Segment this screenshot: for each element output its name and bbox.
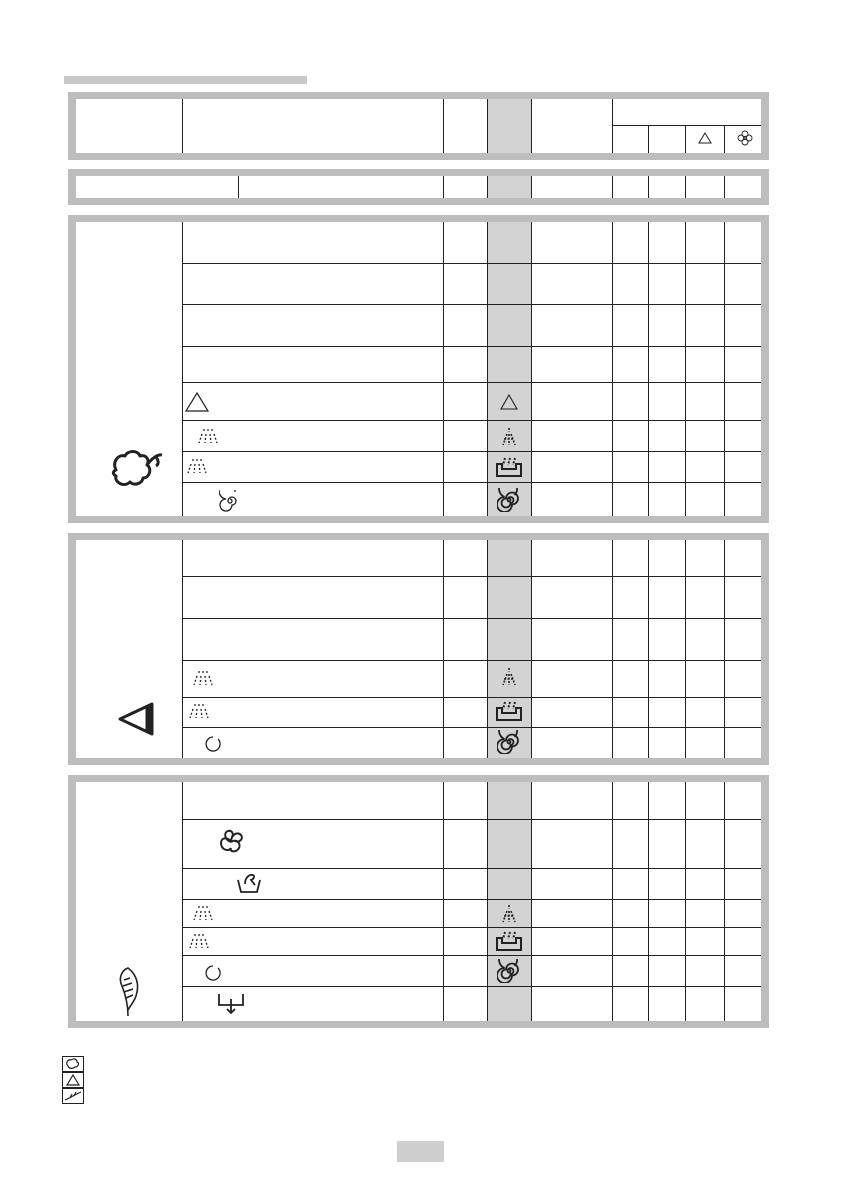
col-divider	[685, 222, 686, 516]
shaded-column	[487, 99, 531, 153]
col-divider	[612, 99, 613, 153]
col-divider	[724, 540, 725, 758]
row-divider	[182, 576, 761, 577]
synthetic-triangle-icon	[118, 702, 158, 736]
row-divider	[182, 927, 761, 928]
spray-icon	[192, 671, 214, 687]
col-divider	[724, 176, 725, 198]
feather-icon	[114, 966, 144, 1018]
col-divider	[685, 125, 686, 153]
col-divider	[612, 222, 613, 516]
spiral-icon	[497, 488, 521, 512]
triangle-small-icon	[62, 1072, 84, 1088]
rinse-icon	[499, 667, 519, 687]
triangle-icon	[185, 392, 209, 412]
synthetics-table	[76, 540, 761, 758]
col-divider	[612, 176, 613, 198]
handwash-icon	[236, 872, 262, 894]
shower-basin-icon	[494, 930, 524, 954]
col-divider	[531, 222, 532, 516]
col-divider	[531, 176, 532, 198]
row-divider	[182, 986, 761, 987]
flower-icon	[737, 130, 753, 146]
legend-icon-stack	[62, 1056, 84, 1106]
col-divider	[724, 125, 725, 153]
row-divider	[182, 346, 761, 347]
col-divider	[182, 99, 183, 153]
single-row-panel	[68, 169, 769, 205]
row-divider	[182, 899, 761, 900]
synthetics-section	[68, 533, 769, 765]
spray-icon	[188, 934, 210, 950]
row-divider	[182, 697, 761, 698]
feather-small-icon	[62, 1088, 84, 1104]
col-divider	[487, 540, 488, 758]
row-divider	[612, 125, 761, 126]
col-divider	[487, 176, 488, 198]
col-divider	[487, 99, 488, 153]
col-divider	[238, 176, 239, 198]
col-divider	[724, 222, 725, 516]
header-panel	[68, 92, 769, 160]
col-divider	[443, 99, 444, 153]
shaded-column	[487, 176, 531, 198]
drain-icon	[216, 991, 246, 1015]
col-divider	[648, 540, 649, 758]
row-divider	[182, 304, 761, 305]
single-row-table	[76, 176, 761, 198]
shaded-column	[487, 540, 531, 758]
row-divider	[182, 660, 761, 661]
delicates-table	[76, 782, 761, 1021]
row-divider	[182, 482, 761, 483]
spin-icon	[202, 733, 224, 755]
wool-icon	[217, 828, 245, 856]
spray-icon	[192, 906, 214, 922]
col-divider	[648, 176, 649, 198]
col-divider	[648, 222, 649, 516]
spray-icon	[197, 429, 219, 445]
spiral-icon	[497, 959, 521, 983]
triangle-icon	[500, 394, 518, 410]
col-divider	[182, 222, 183, 516]
rinse-icon	[499, 427, 519, 447]
col-divider	[182, 540, 183, 758]
row-divider	[182, 868, 761, 869]
row-divider	[182, 420, 761, 421]
col-divider	[685, 540, 686, 758]
col-divider	[487, 222, 488, 516]
col-divider	[443, 176, 444, 198]
col-divider	[531, 540, 532, 758]
rinse-icon	[499, 904, 519, 924]
cotton-section	[68, 215, 769, 523]
delicates-section	[68, 775, 769, 1028]
spray-icon	[188, 704, 210, 720]
row-divider	[182, 618, 761, 619]
page-number-box	[397, 1141, 444, 1162]
row-divider	[182, 382, 761, 383]
cotton-small-icon	[62, 1056, 84, 1072]
spiral-icon	[497, 730, 521, 754]
spin-icon	[202, 962, 224, 984]
header-table	[76, 99, 761, 153]
col-divider	[685, 176, 686, 198]
row-divider	[182, 451, 761, 452]
col-divider	[612, 540, 613, 758]
title-bar	[64, 76, 307, 84]
col-divider	[531, 99, 532, 153]
shower-basin-icon	[494, 700, 524, 724]
cotton-table	[76, 222, 761, 516]
col-divider	[443, 540, 444, 758]
row-divider	[182, 955, 761, 956]
shower-basin-icon	[494, 456, 524, 480]
col-divider	[443, 222, 444, 516]
row-divider	[182, 727, 761, 728]
col-divider	[648, 125, 649, 153]
cotton-boll-icon	[110, 448, 164, 492]
row-divider	[182, 263, 761, 264]
spray-icon	[186, 459, 208, 475]
row-divider	[182, 819, 761, 820]
spin-icon	[219, 490, 241, 512]
triangle-icon	[698, 132, 712, 144]
